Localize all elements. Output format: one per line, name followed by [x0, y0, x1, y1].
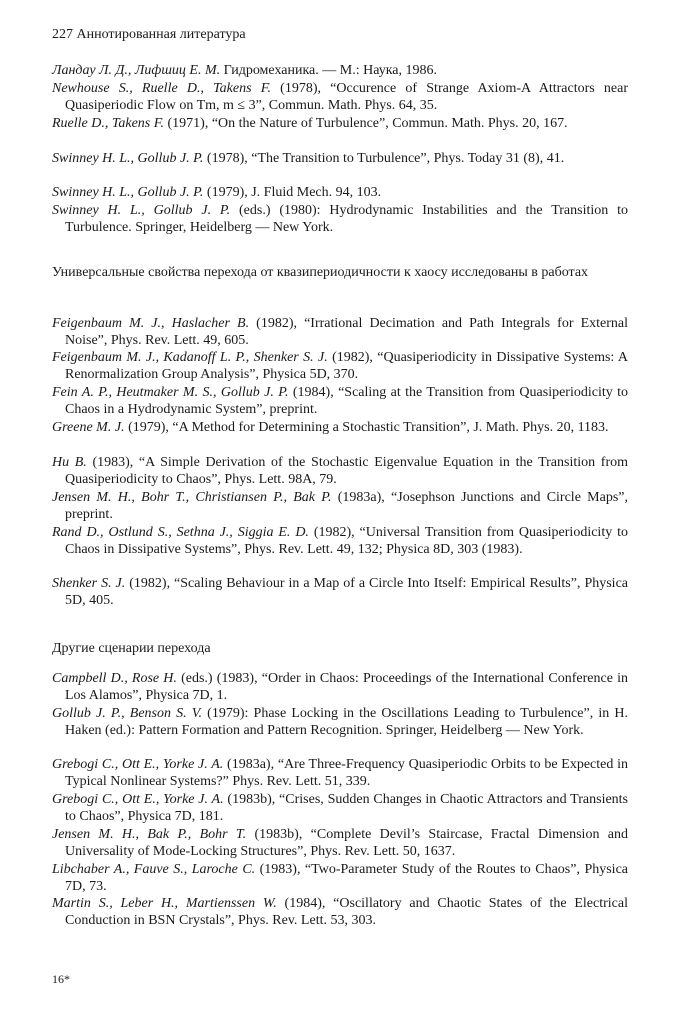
- ref-authors: Greene M. J.: [52, 420, 125, 435]
- reference-entry: [52, 315, 628, 350]
- ref-authors: Fein A. P., Heutmaker M. S., Gollub J. P.: [52, 385, 289, 400]
- ref-authors: Hu B.: [52, 455, 87, 470]
- ref-authors: Ruelle D., Takens F.: [52, 116, 164, 131]
- ref-text: Гидромеханика. — М.: Наука, 1986.: [220, 63, 438, 78]
- ref-authors: Swinney H. L., Gollub J. P.: [52, 151, 204, 166]
- reference-entry: [52, 202, 628, 237]
- reference-entry: [52, 454, 628, 489]
- ref-text: (1978), “The Transition to Turbulence”, Phys. Today 31 (8), 41.: [203, 151, 565, 166]
- ref-authors: Martin S., Leber H., Martienssen W.: [52, 896, 277, 911]
- ref-text: (1979): Phase Locking in the Oscillations Leading to Turbulence”, in H. Haken (ed.): Pattern Formation and Pattern Recognition. Springer, Heidelberg — New York.: [65, 706, 628, 739]
- reference-entry: [52, 895, 628, 930]
- reference-entry: [52, 705, 628, 740]
- signature-mark: 16*: [52, 972, 70, 986]
- ref-text: (1971), “On the Nature of Turbulence”, Commun. Math. Phys. 20, 167.: [164, 116, 568, 131]
- ref-text: (1983), “Two-Parameter Study of the Routes to Chaos”, Physica 7D, 73.: [65, 862, 628, 895]
- ref-text: (1983a), “Josephson Junctions and Circle Maps”, preprint.: [65, 490, 628, 523]
- ref-authors: Grebogi C., Ott E., Yorke J. A.: [52, 757, 224, 772]
- ref-authors: Swinney H. L., Gollub J. P.: [52, 203, 231, 218]
- reference-entry: [52, 670, 628, 705]
- ref-text: (1982), “Scaling Behaviour in a Map of a Circle Into Itself: Empirical Results”, Physica 5D, 405.: [65, 576, 628, 609]
- ref-authors: Rand D., Ostlund S., Sethna J., Siggia E. D.: [52, 525, 309, 540]
- reference-entry: [52, 861, 628, 896]
- ref-text: (1979), J. Fluid Mech. 94, 103.: [203, 185, 382, 200]
- ref-text: (1978), “Occurence of Strange Axiom-A Attractors near Quasiperiodic Flow on Tm, m ≤ 3”, Commun. Math. Phys. 64, 35.: [65, 81, 629, 114]
- ref-authors: Feigenbaum M. J., Kadanoff L. P., Shenker S. J.: [52, 350, 328, 365]
- ref-authors: Ландау Л. Д., Лифшиц Е. М.: [52, 63, 221, 78]
- reference-entry: [52, 826, 628, 861]
- ref-authors: Jensen M. H., Bak P., Bohr T.: [52, 827, 247, 842]
- ref-text: (1983b), “Complete Devil’s Staircase, Fractal Dimension and Universality of Mode-Locking Structures”, Phys. Rev. Lett. 50, 1637.: [65, 827, 628, 860]
- ref-text: (eds.) (1980): Hydrodynamic Instabilities and the Transition to Turbulence. Springer, Heidelberg — New York.: [65, 203, 628, 236]
- ref-authors: Shenker S. J.: [52, 576, 126, 591]
- ref-authors: Newhouse S., Ruelle D., Takens F.: [52, 81, 271, 96]
- ref-text: (1983a), “Are Three-Frequency Quasiperiodic Orbits to be Expected in Typical Nonlinear Systems?” Phys. Rev. Lett. 51, 339.: [65, 757, 628, 790]
- ref-text: (1982), “Irrational Decimation and Path Integrals for External Noise”, Phys. Rev. Lett. 49, 605.: [65, 316, 629, 349]
- ref-text: (1984), “Oscillatory and Chaotic States of the Electrical Conduction in BSN Crystals”, Phys. Rev. Lett. 53, 303.: [65, 896, 628, 929]
- ref-text: (1983b), “Crises, Sudden Changes in Chaotic Attractors and Transients to Chaos”, Physica 7D, 181.: [65, 792, 629, 825]
- reference-entry: [52, 756, 628, 791]
- section-heading-other-scenarios: Другие сценарии перехода: [52, 641, 211, 656]
- reference-entry: [52, 184, 628, 201]
- reference-entry: [52, 384, 628, 419]
- ref-authors: Libchaber A., Fauve S., Laroche C.: [52, 862, 256, 877]
- reference-entry: [52, 115, 628, 132]
- reference-entry: [52, 419, 628, 436]
- ref-authors: Jensen M. H., Bohr T., Christiansen P., Bak P.: [52, 490, 332, 505]
- reference-entry: [52, 791, 628, 826]
- reference-entry: [52, 349, 628, 384]
- reference-entry: [52, 524, 628, 559]
- ref-authors: Grebogi C., Ott E., Yorke J. A.: [52, 792, 224, 807]
- ref-text: (1982), “Quasiperiodicity in Dissipative Systems: A Renormalization Group Analysis”, Physica 5D, 370.: [65, 350, 629, 383]
- ref-authors: Gollub J. P., Benson S. V.: [52, 706, 203, 721]
- running-header: 227 Аннотированная литература: [52, 27, 246, 42]
- reference-entry: [52, 80, 628, 115]
- ref-text: (1983), “A Simple Derivation of the Stochastic Eigenvalue Equation in the Transition from Quasiperiodicity to Chaos”, Phys. Lett. 98A, 79.: [65, 455, 628, 488]
- ref-text: (1984), “Scaling at the Transition from Quasiperiodicity to Chaos in a Hydrodynamic System”, preprint.: [65, 385, 628, 418]
- ref-authors: Feigenbaum M. J., Haslacher B.: [52, 316, 250, 331]
- ref-text: (1982), “Universal Transition from Quasiperiodicity to Chaos in Dissipative Systems”, Phys. Rev. Lett. 49, 132; Physica 8D, 303 (1983).: [65, 525, 628, 558]
- reference-entry: [52, 150, 628, 167]
- section-heading-universal: Универсальные свойства перехода от квазипериодичности к хаосу исследованы в работах: [52, 265, 589, 280]
- reference-entry: [52, 575, 628, 610]
- ref-text: (1979), “A Method for Determining a Stochastic Transition”, J. Math. Phys. 20, 1183.: [124, 420, 609, 435]
- ref-authors: Swinney H. L., Gollub J. P.: [52, 185, 204, 200]
- reference-entry: [52, 489, 628, 524]
- ref-text: (eds.) (1983), “Order in Chaos: Proceedings of the International Conference in Los Alamos”, Physica 7D, 1.: [65, 671, 628, 704]
- ref-authors: Campbell D., Rose H.: [52, 671, 177, 686]
- reference-entry: [52, 62, 628, 79]
